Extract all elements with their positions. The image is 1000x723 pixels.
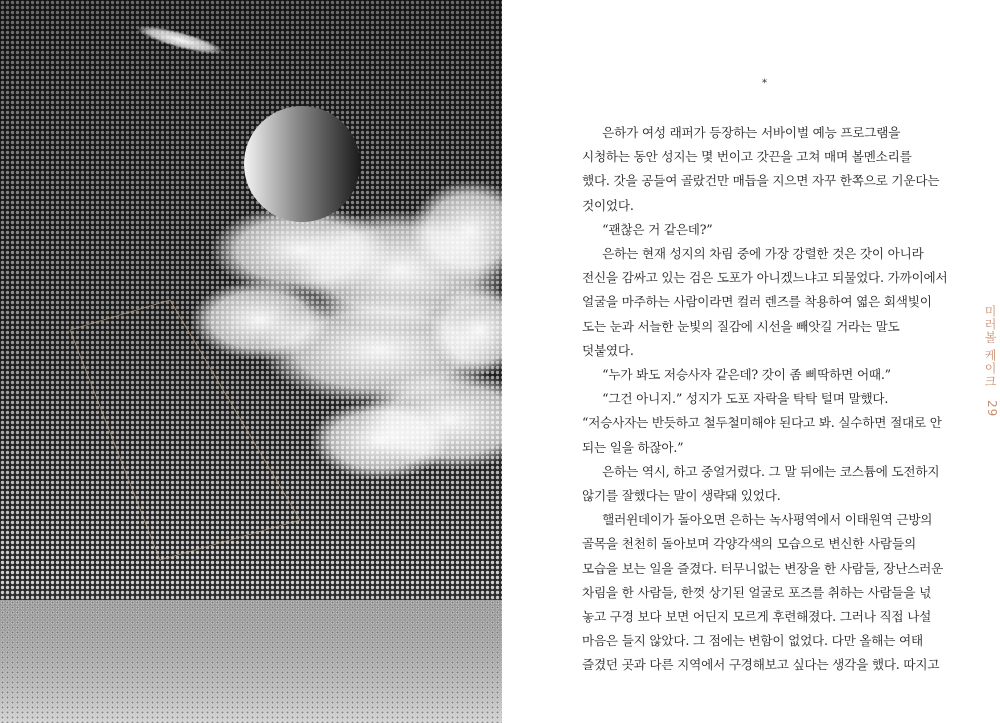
text-line: “괜찮은 거 같은데?” <box>602 221 713 237</box>
text-line: 전신을 감싸고 있는 검은 도포가 아니겠느냐고 되물었다. 가까이에서 <box>582 270 948 286</box>
text-line: 은하는 현재 성지의 차림 중에 가장 강렬한 것은 갓이 아니라 <box>602 246 924 262</box>
text-line: 도는 눈과 서늘한 눈빛의 질감에 시선을 빼앗길 거라는 말도 <box>582 318 900 334</box>
text-line: 덧붙였다. <box>582 342 634 358</box>
text-line: 않기를 잘했다는 말이 생략돼 있었다. <box>582 488 781 504</box>
text-line: 했다. 갓을 공들여 골랐건만 매듭을 지으면 자꾸 한쪽으로 기운다는 <box>582 173 940 189</box>
text-line: 모습을 보는 일을 즐겼다. 터무니없는 변장을 한 사람들, 장난스러운 <box>582 560 944 576</box>
text-page <box>502 0 1000 723</box>
section-ornament: * <box>762 78 767 89</box>
text-line: 은하가 여성 래퍼가 등장하는 서바이벌 예능 프로그램을 <box>602 125 901 140</box>
text-line: 차림을 한 사람들, 한껏 상기된 얼굴로 포즈를 취하는 사람들을 넋 <box>582 584 932 600</box>
page-number: 29 <box>985 399 999 418</box>
text-line: “그건 아니지.” 성지가 도포 자락을 탁탁 털며 말했다. <box>602 391 889 407</box>
text-line: 즐겼던 곳과 다른 지역에서 구경해보고 싶다는 생각을 했다. 따지고 <box>582 657 940 673</box>
body-text <box>582 121 952 678</box>
moon-sphere <box>244 106 360 222</box>
text-line: 놓고 구경 보다 보면 어딘지 모르게 후련해졌다. 그러나 직접 나설 <box>582 609 932 625</box>
text-line: 것이었다. <box>582 197 634 213</box>
text-line: 골목을 천천히 돌아보며 각양각색의 모습으로 변신한 사람들의 <box>582 536 916 552</box>
book-title: 미러볼 케이크 <box>983 305 997 388</box>
text-line: 시청하는 동안 성지는 몇 번이고 갓끈을 고쳐 매며 볼멘소리를 <box>582 149 912 165</box>
text-line: 얼굴을 마주하는 사람이라면 컬러 렌즈를 착용하여 엷은 회색빛이 <box>582 294 932 310</box>
text-line: 마음은 들지 않았다. 그 점에는 변함이 없었다. 다만 올해는 여태 <box>582 633 923 649</box>
text-line: “저승사자는 반듯하고 철두철미해야 된다고 봐. 실수하면 절대로 안 <box>582 415 942 431</box>
text-line: “누가 봐도 저승사자 같은데? 갓이 좀 삐딱하면 어때.” <box>602 367 891 383</box>
text-line: 핼러윈데이가 돌아오면 은하는 녹사평역에서 이태원역 근방의 <box>602 512 933 528</box>
running-head <box>982 305 999 417</box>
text-line: 은하는 역시, 하고 중얼거렸다. 그 말 뒤에는 코스튬에 도전하지 <box>602 463 940 479</box>
text-line: 되는 일을 하잖아.” <box>582 439 684 455</box>
